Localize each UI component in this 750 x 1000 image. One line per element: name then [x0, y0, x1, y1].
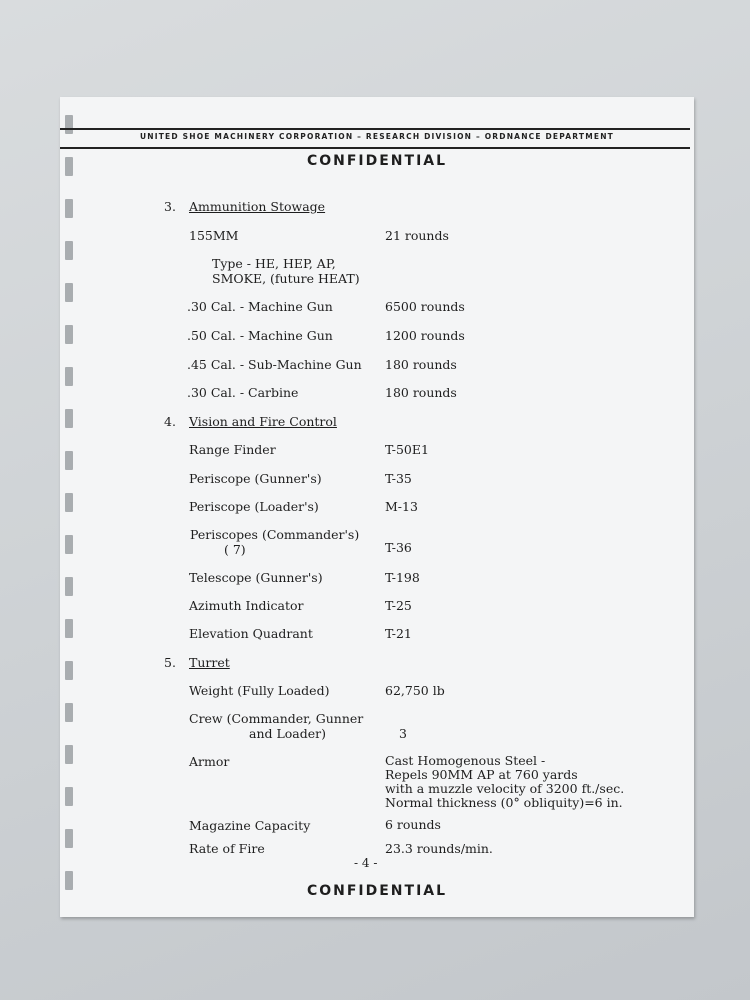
punch-hole [65, 745, 73, 764]
section-3-title: Ammunition Stowage [189, 199, 326, 214]
vision-row-label: Periscopes (Commander's) [190, 527, 360, 542]
section-3-number: 3. [164, 199, 176, 214]
turret-armor-line: with a muzzle velocity of 3200 ft./sec. [385, 781, 625, 796]
turret-magazine-label: Magazine Capacity [189, 818, 311, 833]
turret-armor-label: Armor [189, 754, 230, 769]
ammo-main-label: 155MM [189, 228, 239, 243]
vision-row-label: Elevation Quadrant [189, 626, 313, 641]
punch-hole [65, 199, 73, 218]
turret-armor-line: Cast Homogenous Steel - [385, 753, 546, 768]
vision-row-value: M-13 [385, 499, 418, 514]
ammo-row-value: 180 rounds [385, 357, 457, 372]
turret-crew-value: 3 [399, 726, 407, 741]
punch-hole [65, 451, 73, 470]
turret-weight-value: 62,750 lb [385, 683, 445, 698]
punch-hole [65, 325, 73, 344]
punch-hole [65, 661, 73, 680]
vision-row-label: Periscope (Loader's) [189, 499, 319, 514]
punch-hole [65, 703, 73, 722]
vision-row-label: Periscope (Gunner's) [189, 471, 322, 486]
turret-crew-label-continued: and Loader) [249, 726, 327, 741]
punch-hole [65, 409, 73, 428]
ammo-type-line2: SMOKE, (future HEAT) [212, 271, 360, 286]
vision-row-value: T-21 [385, 626, 412, 641]
classification-top: CONFIDENTIAL [306, 153, 448, 169]
turret-crew-label: Crew (Commander, Gunner [189, 711, 364, 726]
vision-row-label: Azimuth Indicator [189, 598, 304, 613]
punch-hole [65, 493, 73, 512]
vision-row-value: T-36 [385, 540, 412, 555]
vision-row-value: T-35 [385, 471, 412, 486]
section-5-title: Turret [189, 655, 230, 670]
punch-hole [65, 577, 73, 596]
ammo-row-label: .30 Cal. - Machine Gun [187, 299, 333, 314]
ammo-type-line1: Type - HE, HEP, AP, [212, 256, 336, 271]
vision-row-value: T-50E1 [385, 442, 429, 457]
punch-hole [65, 283, 73, 302]
ammo-row-value: 1200 rounds [385, 328, 465, 343]
punch-hole [65, 241, 73, 260]
vision-row-value: T-198 [385, 570, 420, 585]
header-rule-top [60, 128, 690, 130]
punch-hole [65, 535, 73, 554]
section-4-number: 4. [164, 414, 176, 429]
punch-hole [65, 829, 73, 848]
vision-row-label: Telescope (Gunner's) [189, 570, 323, 585]
page-number: - 4 - [354, 856, 378, 870]
punch-hole [65, 787, 73, 806]
turret-armor-line: Repels 90MM AP at 760 yards [385, 767, 578, 782]
section-4-title: Vision and Fire Control [189, 414, 337, 429]
ammo-row-label: .45 Cal. - Sub-Machine Gun [187, 357, 362, 372]
document-page [60, 97, 694, 917]
ammo-row-value: 180 rounds [385, 385, 457, 400]
section-5-number: 5. [164, 655, 176, 670]
turret-rate-label: Rate of Fire [189, 841, 265, 856]
header-rule-bottom [60, 147, 690, 149]
vision-row-label: Range Finder [189, 442, 276, 457]
ammo-main-value: 21 rounds [385, 228, 449, 243]
punch-hole [65, 619, 73, 638]
ammo-row-value: 6500 rounds [385, 299, 465, 314]
vision-row-value: T-25 [385, 598, 412, 613]
turret-weight-label: Weight (Fully Loaded) [189, 683, 330, 698]
punch-hole [65, 367, 73, 386]
ammo-row-label: .50 Cal. - Machine Gun [187, 328, 333, 343]
turret-rate-value: 23.3 rounds/min. [385, 841, 493, 856]
turret-armor-line: Normal thickness (0° obliquity)=6 in. [385, 795, 623, 810]
turret-magazine-value: 6 rounds [385, 817, 441, 832]
vision-row-label-continued: ( 7) [224, 542, 246, 557]
ammo-row-label: .30 Cal. - Carbine [187, 385, 299, 400]
classification-bottom: CONFIDENTIAL [306, 883, 448, 899]
letterhead: UNITED SHOE MACHINERY CORPORATION – RESEARCH DIVISION – ORDNANCE DEPARTMENT [139, 132, 615, 141]
